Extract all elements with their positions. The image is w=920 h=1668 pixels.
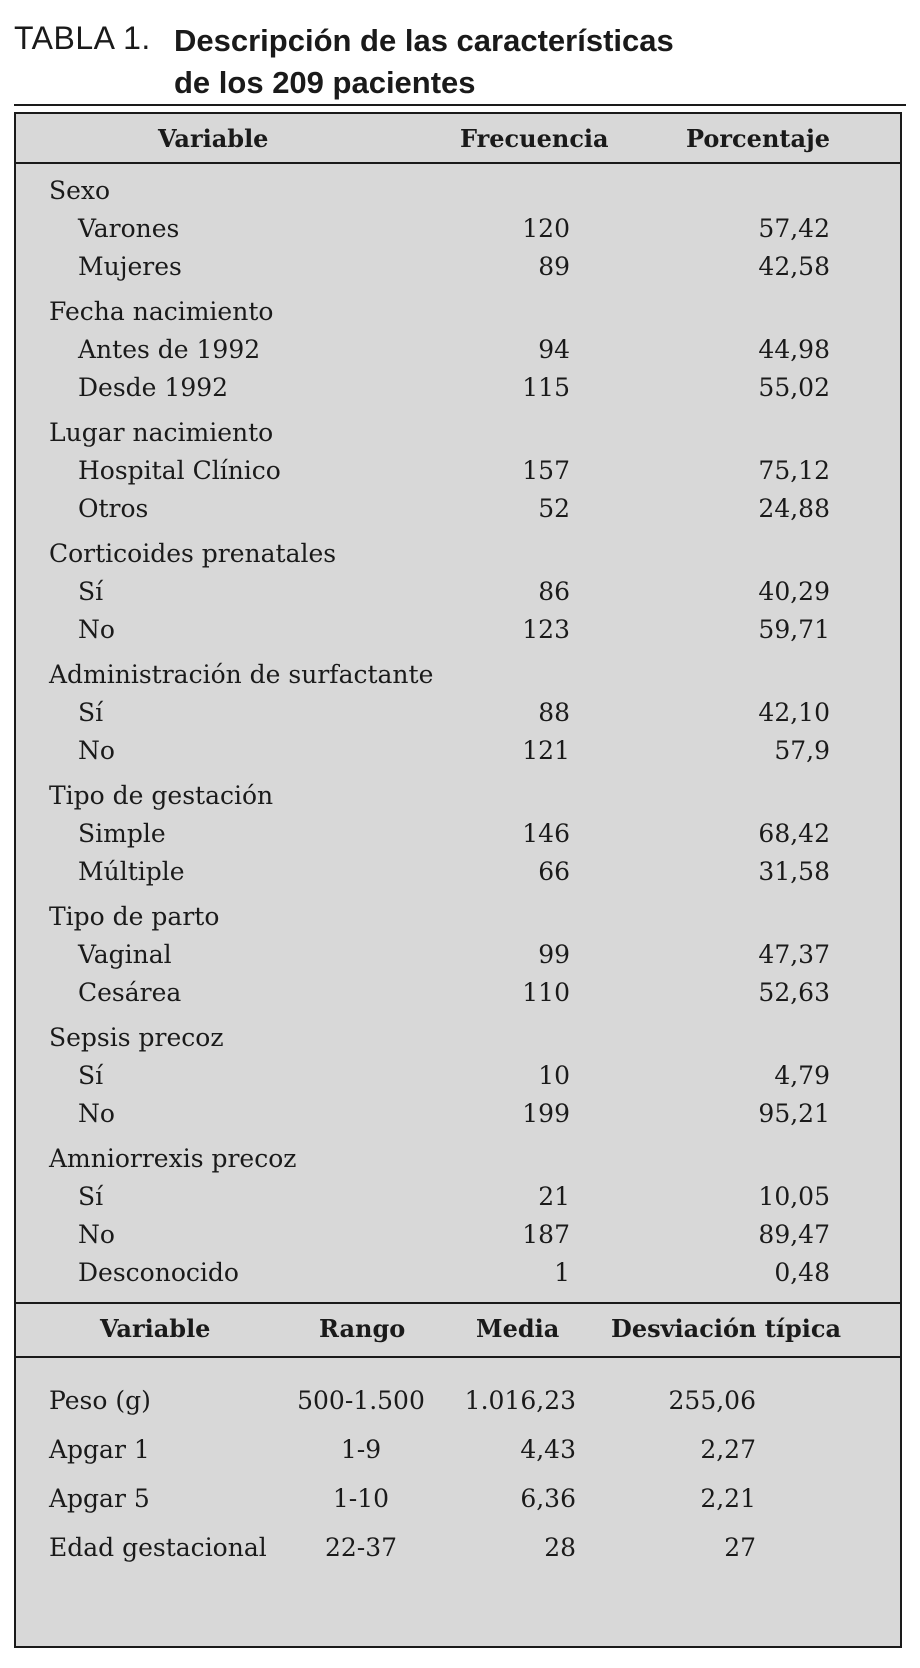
table-row xyxy=(16,331,900,369)
group-title-row xyxy=(16,1140,900,1178)
group-title: Amniorrexis precoz xyxy=(49,1144,297,1173)
table-row xyxy=(16,974,900,1012)
table-row xyxy=(16,1095,900,1133)
row-percentage: 10,05 xyxy=(758,1182,830,1211)
row-label: Desconocido xyxy=(78,1258,239,1287)
table-row xyxy=(16,853,900,891)
row-frequency: 146 xyxy=(522,819,570,848)
row-percentage: 47,37 xyxy=(758,940,830,969)
group-title-row xyxy=(16,293,900,331)
row-frequency: 121 xyxy=(522,736,570,765)
group-title-row xyxy=(16,535,900,573)
variable-group xyxy=(16,898,900,1012)
row-percentage: 57,9 xyxy=(774,736,830,765)
table-row xyxy=(16,1425,900,1474)
row-percentage: 68,42 xyxy=(758,819,830,848)
row-percentage: 24,88 xyxy=(758,494,830,523)
row-percentage: 44,98 xyxy=(758,335,830,364)
row-label: Hospital Clínico xyxy=(78,456,281,485)
row-label: No xyxy=(78,1220,115,1249)
row-frequency: 88 xyxy=(538,698,570,727)
row-label: Cesárea xyxy=(78,978,182,1007)
row-label: Simple xyxy=(78,819,166,848)
variable-group xyxy=(16,172,900,286)
row-sd: 27 xyxy=(724,1533,756,1562)
row-frequency: 10 xyxy=(538,1061,570,1090)
row-sd: 255,06 xyxy=(668,1386,756,1415)
row-frequency: 123 xyxy=(522,615,570,644)
row-percentage: 42,58 xyxy=(758,252,830,281)
table-title-line-1: Descripción de las características xyxy=(174,23,674,58)
group-title-row xyxy=(16,1019,900,1057)
row-frequency: 94 xyxy=(538,335,570,364)
group-title: Sepsis precoz xyxy=(49,1023,224,1052)
table-row xyxy=(16,490,900,528)
table-title-line-2: de los 209 pacientes xyxy=(174,65,476,100)
header-porcentaje: Porcentaje xyxy=(686,124,830,153)
row-percentage: 0,48 xyxy=(774,1258,830,1287)
row-label: No xyxy=(78,736,115,765)
row-variable: Apgar 5 xyxy=(49,1484,150,1513)
row-mean: 6,36 xyxy=(520,1484,576,1513)
row-label: Sí xyxy=(78,698,104,727)
row-frequency: 1 xyxy=(554,1258,570,1287)
row-frequency: 187 xyxy=(522,1220,570,1249)
row-mean: 1.016,23 xyxy=(464,1386,576,1415)
row-label: Sí xyxy=(78,577,104,606)
table-row xyxy=(16,1216,900,1254)
table-row xyxy=(16,1376,900,1425)
row-frequency: 157 xyxy=(522,456,570,485)
group-title-row xyxy=(16,414,900,452)
variable-group xyxy=(16,777,900,891)
row-frequency: 199 xyxy=(522,1099,570,1128)
row-label: Sí xyxy=(78,1182,104,1211)
row-range: 22-37 xyxy=(324,1533,398,1562)
row-label: No xyxy=(78,1099,115,1128)
variable-group xyxy=(16,414,900,528)
row-percentage: 31,58 xyxy=(758,857,830,886)
row-percentage: 89,47 xyxy=(758,1220,830,1249)
table-row xyxy=(16,452,900,490)
row-label: Desde 1992 xyxy=(78,373,229,402)
row-percentage: 95,21 xyxy=(758,1099,830,1128)
table-row xyxy=(16,1057,900,1095)
group-title: Tipo de parto xyxy=(49,902,220,931)
table-title xyxy=(174,20,674,104)
row-variable: Apgar 1 xyxy=(49,1435,150,1464)
table-row xyxy=(16,369,900,407)
row-frequency: 52 xyxy=(538,494,570,523)
header2-desviacion: Desviación típica xyxy=(611,1314,842,1343)
row-label: Vaginal xyxy=(78,940,172,969)
row-range: 1-9 xyxy=(340,1435,382,1464)
row-percentage: 40,29 xyxy=(758,577,830,606)
variable-group xyxy=(16,656,900,770)
table-box xyxy=(14,112,902,1648)
table-row xyxy=(16,611,900,649)
table1-header xyxy=(16,124,900,160)
header-rule xyxy=(16,162,900,164)
table-row xyxy=(16,815,900,853)
group-title: Lugar nacimiento xyxy=(49,418,274,447)
row-frequency: 86 xyxy=(538,577,570,606)
table-row xyxy=(16,210,900,248)
row-percentage: 4,79 xyxy=(774,1061,830,1090)
group-title-row xyxy=(16,777,900,815)
table-row xyxy=(16,1254,900,1292)
table-row xyxy=(16,732,900,770)
variable-group xyxy=(16,293,900,407)
group-title: Corticoides prenatales xyxy=(49,539,337,568)
table-row xyxy=(16,694,900,732)
row-label: Múltiple xyxy=(78,857,185,886)
row-sd: 2,27 xyxy=(700,1435,756,1464)
row-label: Antes de 1992 xyxy=(78,335,261,364)
row-range: 500-1.500 xyxy=(297,1386,425,1415)
row-label: Otros xyxy=(78,494,149,523)
row-range: 1-10 xyxy=(332,1484,390,1513)
row-sd: 2,21 xyxy=(700,1484,756,1513)
group-title-row xyxy=(16,898,900,936)
row-label: No xyxy=(78,615,115,644)
row-frequency: 21 xyxy=(538,1182,570,1211)
row-label: Sí xyxy=(78,1061,104,1090)
row-label: Mujeres xyxy=(78,252,182,281)
table-row xyxy=(16,573,900,611)
row-label: Varones xyxy=(78,214,180,243)
row-percentage: 59,71 xyxy=(758,615,830,644)
header2-rule xyxy=(16,1356,900,1358)
row-percentage: 75,12 xyxy=(758,456,830,485)
row-frequency: 89 xyxy=(538,252,570,281)
row-variable: Peso (g) xyxy=(49,1386,151,1415)
table-row xyxy=(16,1178,900,1216)
group-title-row xyxy=(16,656,900,694)
table-row xyxy=(16,1523,900,1572)
row-percentage: 52,63 xyxy=(758,978,830,1007)
table2-header xyxy=(16,1314,900,1350)
header2-media: Media xyxy=(476,1314,560,1343)
variable-group xyxy=(16,1140,900,1292)
section-rule xyxy=(16,1302,900,1304)
table-row xyxy=(16,936,900,974)
row-mean: 4,43 xyxy=(520,1435,576,1464)
group-title: Administración de surfactante xyxy=(49,660,434,689)
group-title-row xyxy=(16,172,900,210)
table-number: TABLA 1. xyxy=(14,20,151,56)
row-frequency: 120 xyxy=(522,214,570,243)
table2-body xyxy=(16,1376,900,1572)
table1-body xyxy=(16,172,900,1299)
group-title: Sexo xyxy=(49,176,111,205)
variable-group xyxy=(16,535,900,649)
header-frecuencia: Frecuencia xyxy=(460,124,609,153)
row-frequency: 110 xyxy=(522,978,570,1007)
header2-variable: Variable xyxy=(100,1314,211,1343)
row-percentage: 42,10 xyxy=(758,698,830,727)
caption-rule xyxy=(14,104,906,106)
row-percentage: 57,42 xyxy=(758,214,830,243)
row-percentage: 55,02 xyxy=(758,373,830,402)
group-title: Fecha nacimiento xyxy=(49,297,274,326)
header2-rango: Rango xyxy=(319,1314,406,1343)
row-frequency: 66 xyxy=(538,857,570,886)
header-variable: Variable xyxy=(158,124,269,153)
row-frequency: 99 xyxy=(538,940,570,969)
table-row xyxy=(16,1474,900,1523)
table-row xyxy=(16,248,900,286)
row-frequency: 115 xyxy=(522,373,570,402)
row-mean: 28 xyxy=(544,1533,576,1562)
variable-group xyxy=(16,1019,900,1133)
row-variable: Edad gestacional xyxy=(49,1533,267,1562)
group-title: Tipo de gestación xyxy=(49,781,274,810)
